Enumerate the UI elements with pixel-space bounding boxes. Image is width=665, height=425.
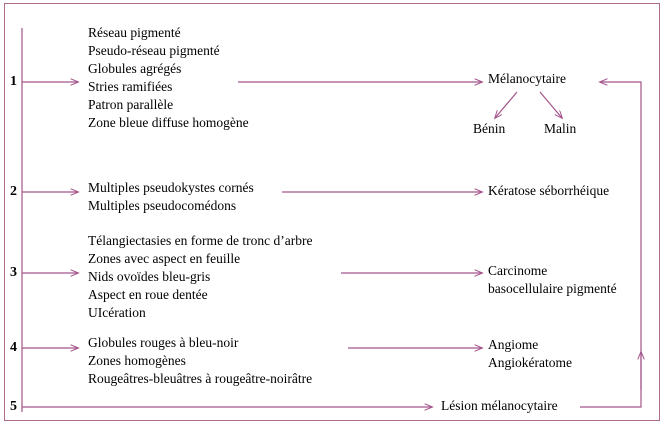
criterion-1-3: Globules agrégés <box>88 61 182 76</box>
criterion-3-3: Nids ovoïdes bleu-gris <box>88 269 211 284</box>
criterion-1-2: Pseudo-réseau pigmenté <box>88 43 220 58</box>
result-malin: Malin <box>544 121 577 136</box>
criterion-3-5: UIcération <box>88 305 146 320</box>
criterion-1-5: Patron parallèle <box>88 97 174 112</box>
result-carcinome-line-1: Carcinome <box>488 263 548 278</box>
result-carcinome-line-2: basocellulaire pigmenté <box>488 281 617 296</box>
step-number-1: 1 <box>10 74 17 89</box>
criterion-3-1: Télangiectasies en forme de tronc d’arbre <box>88 233 313 248</box>
arrow-benin <box>495 92 517 118</box>
feedback-path-top <box>580 82 641 407</box>
result-benin: Bénin <box>473 121 506 136</box>
criterion-1-4: Stries ramifiées <box>88 79 173 94</box>
result-lesion-melanocytaire: Lésion mélanocytaire <box>441 398 558 413</box>
criterion-1-1: Réseau pigmenté <box>88 25 181 40</box>
criterion-4-2: Zones homogènes <box>88 353 186 368</box>
result-angiokeratome: Angiokératome <box>488 355 572 370</box>
arrow-malin <box>540 92 562 118</box>
result-keratose-seborrheique: Kératose séborrhéique <box>488 183 610 198</box>
step-number-3: 3 <box>10 265 17 280</box>
criterion-3-2: Zones avec aspect en feuille <box>88 251 241 266</box>
criterion-4-1: Globules rouges à bleu-noir <box>88 335 239 350</box>
result-melanocytaire: Mélanocytaire <box>488 71 566 86</box>
criterion-1-6: Zone bleue diffuse homogène <box>88 115 249 130</box>
criterion-2-2: Multiples pseudocomédons <box>88 198 237 213</box>
criterion-2-1: Multiples pseudokystes cornés <box>88 180 254 195</box>
criterion-3-4: Aspect en roue dentée <box>88 287 208 302</box>
step-number-2: 2 <box>10 184 17 199</box>
step-number-4: 4 <box>10 340 17 355</box>
step-number-5: 5 <box>10 399 17 414</box>
result-angiome: Angiome <box>488 337 539 352</box>
criterion-4-3: Rougeâtres-bleuâtres à rougeâtre-noirâtre <box>88 371 313 386</box>
